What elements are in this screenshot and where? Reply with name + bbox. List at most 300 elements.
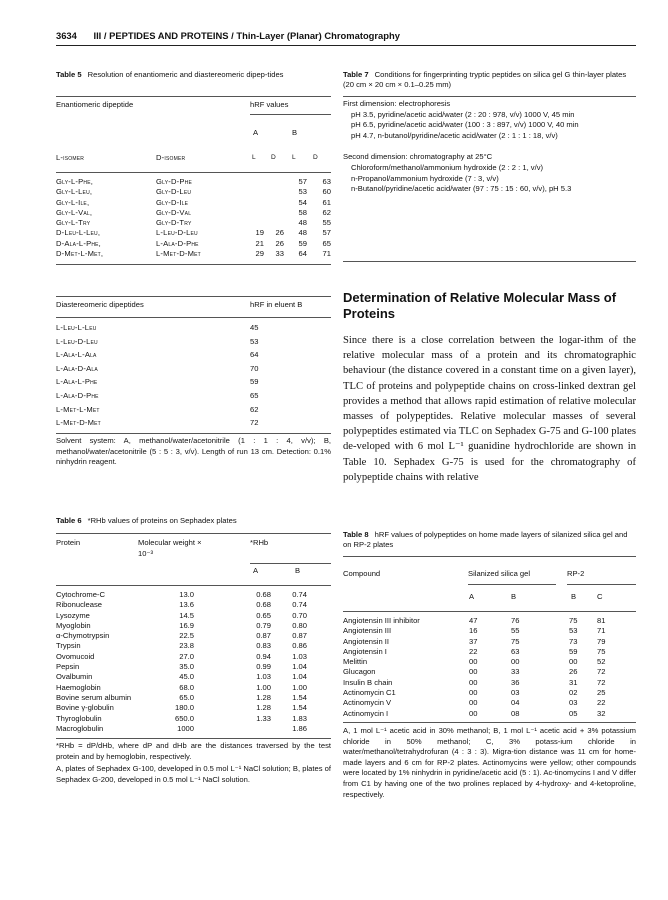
rp2-b-cell: 02: [569, 688, 578, 698]
table-row: [56, 621, 331, 631]
table7-body: [343, 99, 636, 195]
table-row: [56, 208, 331, 218]
table7-first-dimension: First dimension: electrophoresis: [343, 99, 451, 108]
hrf-b-l-cell: 53: [298, 187, 307, 197]
table6-rhb-header: *RHb: [250, 538, 269, 547]
table8-top-rule: [343, 556, 636, 557]
silanized-a-cell: 00: [469, 667, 478, 677]
hrf-b-l-cell: 48: [298, 228, 307, 238]
table5-label: Table 5: [56, 70, 82, 79]
l-isomer-cell: Gly-L-Leu,: [56, 187, 93, 197]
spacer-cell: [194, 714, 250, 724]
spacer-cell: [307, 590, 331, 600]
hrf-b-l-cell: 58: [298, 207, 307, 217]
spacer-cell: [194, 590, 250, 600]
table5-footnote: Solvent system: A, methanol/water/acetonitrile (1 : 1 : 4, v/v); B, methanol/water/acetonitrile (5 : 5 : 3, v/v). Length of run 13 cm. Detection: 0.1% ninhydrin reagent.: [56, 436, 331, 467]
spacer-cell: [307, 611, 331, 621]
table7-caption: [343, 70, 636, 90]
table6-caption: [56, 516, 331, 526]
silanized-b-cell: 03: [511, 688, 520, 698]
spacer-cell: [194, 600, 250, 610]
rp2-b-cell: 26: [569, 667, 578, 677]
rhb-b-cell: 0.74: [292, 600, 307, 610]
table6-caption-text: *RHb values of proteins on Sephadex plates: [87, 516, 237, 525]
rhb-a-cell: 1.03: [256, 672, 271, 682]
hrf-a-d-cell: 26: [275, 238, 284, 248]
table6-head-rule: [56, 585, 331, 586]
hrf-b-l-cell: 48: [298, 218, 307, 228]
table5-caption: [56, 70, 331, 80]
table7-first-lines: [343, 110, 636, 142]
table5-sub-l-a: L: [252, 154, 256, 161]
table-row: [56, 641, 331, 651]
rp2-c-cell: 71: [597, 626, 606, 636]
rp2-c-cell: 79: [597, 636, 606, 646]
rhb-b-cell: 0.74: [292, 590, 307, 599]
table6-col-b: B: [295, 566, 301, 575]
table8-silanized-rule: [468, 584, 556, 585]
silanized-a-cell: 22: [469, 646, 478, 656]
molecular-weight-cell: 22.5: [179, 631, 194, 641]
table8-compound-header: Compound: [343, 569, 381, 578]
table-row: [56, 218, 331, 228]
rp2-b-cell: 05: [569, 708, 578, 718]
table7-label: Table 7: [343, 70, 369, 79]
molecular-weight-cell: 27.0: [179, 651, 194, 661]
molecular-weight-cell: 13.0: [179, 590, 194, 599]
rhb-b-cell: 1.54: [292, 703, 307, 713]
table8-col-a: A: [469, 592, 475, 601]
compound-cell: Angiotensin II: [343, 636, 390, 646]
rhb-a-cell: 0.65: [256, 610, 271, 620]
table5-dia-top-rule: [56, 296, 331, 297]
protein-cell: Bovine serum albumin: [56, 692, 132, 702]
table6-table: [56, 590, 331, 734]
table-row: [56, 337, 331, 351]
rp2-b-cell: 03: [569, 698, 578, 708]
hrf-b-d-cell: 60: [322, 187, 331, 197]
spacer-cell: [307, 631, 331, 641]
hrf-a-d-cell: [264, 187, 284, 197]
hrf-cell: 65: [250, 390, 259, 400]
hrf-b-l-cell: 54: [298, 197, 307, 207]
hrf-a-d-cell: [264, 208, 284, 218]
protein-cell: Bovine γ-globulin: [56, 703, 114, 713]
table8-col-b: B: [511, 592, 517, 601]
rhb-a-cell: 1.28: [256, 703, 271, 713]
section-heading: Determination of Relative Molecular Mass of Proteins: [343, 290, 617, 321]
rhb-b-cell: 1.00: [292, 682, 307, 692]
dipeptide-cell: L-Ala-D-Phe: [56, 390, 99, 400]
d-isomer-cell: Gly-D-Phe: [156, 177, 193, 186]
silanized-a-cell: 00: [469, 677, 478, 687]
table7-second-dimension: Second dimension: chromatography at 25°C: [343, 152, 493, 162]
table-row: [56, 405, 331, 419]
molecular-weight-cell: 1000: [177, 723, 194, 733]
protein-cell: Ovalbumin: [56, 672, 93, 682]
molecular-weight-cell: 35.0: [179, 662, 194, 672]
rp2-b-cell: 53: [569, 626, 578, 636]
table-row: [56, 198, 331, 208]
rp2-c-cell: 52: [597, 657, 606, 667]
table6-col-a: A: [253, 566, 259, 575]
rp2-c-cell: 75: [597, 646, 606, 656]
table5-enantiomeric-table: [56, 177, 331, 259]
dipeptide-cell: L-Leu-D-Leu: [56, 336, 98, 346]
molecular-weight-cell: 180.0: [174, 703, 194, 713]
hrf-cell: 70: [250, 363, 259, 373]
molecular-weight-cell: 14.5: [179, 610, 194, 620]
spacer-cell: [307, 683, 331, 693]
dipeptide-cell: L-Ala-L-Phe: [56, 377, 98, 387]
rhb-b-cell: 1.03: [292, 651, 307, 661]
table-row: [56, 631, 331, 641]
molecular-weight-cell: 45.0: [179, 672, 194, 682]
hrf-b-d-cell: 55: [322, 218, 331, 228]
compound-cell: Actinomycin C1: [343, 688, 396, 698]
table8-col-b2: B: [571, 592, 577, 601]
table5-head-rule: [56, 172, 331, 173]
spacer-cell: [307, 724, 331, 734]
silanized-a-cell: 47: [469, 616, 478, 625]
rhb-a-cell: 1.33: [256, 713, 271, 723]
table-row: [56, 377, 331, 391]
silanized-b-cell: 36: [511, 677, 520, 687]
protein-cell: Ovomucoid: [56, 651, 95, 661]
spacer-cell: [307, 672, 331, 682]
table-row: [56, 693, 331, 703]
silanized-a-cell: 16: [469, 626, 478, 636]
table7-caption-text: Conditions for fingerprinting tryptic peptides on silica gel G thin-layer plates (20 cm × 20 cm × 0.1–0.25 mm): [343, 70, 627, 89]
table5-col-a: A: [253, 128, 259, 137]
table5-mid-rule: [56, 264, 331, 265]
rhb-a-cell: 1.28: [256, 692, 271, 702]
table5-enantiomeric-header: Enantiomeric dipeptide: [56, 100, 134, 109]
spacer-cell: [194, 683, 250, 693]
table7-spacer: [343, 141, 636, 152]
hrf-a-l-cell: [246, 198, 264, 208]
table5-sub-l-b: L: [292, 154, 296, 161]
spacer-cell: [307, 714, 331, 724]
table-row: [56, 724, 331, 734]
table-row: [56, 611, 331, 621]
l-isomer-cell: D-Leu-L-Leu,: [56, 228, 101, 238]
rhb-b-cell: 1.83: [292, 713, 307, 723]
l-isomer-cell: D-Ala-L-Phe,: [56, 238, 101, 248]
hrf-a-l-cell: [246, 218, 264, 228]
table-row: [56, 418, 331, 432]
molecular-weight-cell: 16.9: [179, 620, 194, 630]
rp2-b-cell: 75: [569, 616, 578, 625]
table-row: [56, 187, 331, 197]
molecular-weight-cell: 68.0: [179, 682, 194, 692]
condition-line: n-Butanol/pyridine/acetic acid/water (97 : 75 : 15 : 60, v/v), pH 5.3: [351, 184, 572, 194]
table6-rhb-rule: [250, 563, 331, 564]
condition-line: pH 6.5, pyridine/acetic acid/water (100 : 3 : 897, v/v) 1000 V, 40 min: [351, 120, 579, 130]
table-row: [56, 590, 331, 600]
rp2-b-cell: 59: [569, 646, 578, 656]
section-paragraph: Since there is a close correlation between the logar-ithm of the relative molecular mass of a protein and its chromatographic behaviour (the distance covered in a constant time on a given layer), TLC of proteins and polypeptide chains on cross-linked dextran gel provides a method that allows rapid estimation of relative molecular masses of polypeptides. Relative molecular masses of several polypeptides estimated via TLC on Sephadex G-75 and G-100 plates de-veloped with 6 mol L⁻¹ guanidine hydrochloride are shown in Table 10. Sephadex G-75 is used for the chromatography of polypeptide chains with relative: [343, 335, 636, 483]
protein-cell: Thyroglobulin: [56, 713, 102, 723]
hrf-a-l-cell: 19: [255, 228, 264, 238]
compound-cell: Insulin B chain: [343, 677, 393, 687]
molecular-weight-cell: 65.0: [179, 692, 194, 702]
d-isomer-cell: Gly-D-Try: [156, 218, 192, 228]
rhb-b-cell: 1.04: [292, 672, 307, 682]
table-row: [56, 249, 331, 259]
rhb-b-cell: 0.86: [292, 641, 307, 651]
rp2-b-cell: 31: [569, 677, 578, 687]
table5-hrf-rule: [250, 114, 331, 115]
protein-cell: Cytochrome-C: [56, 590, 105, 599]
table5-dia-head-rule: [56, 317, 331, 318]
table-row: [343, 657, 636, 667]
d-isomer-cell: L-Ala-D-Phe: [156, 238, 199, 248]
protein-cell: α-Chymotrypsin: [56, 631, 110, 641]
silanized-b-cell: 33: [511, 667, 520, 677]
table-row: [56, 600, 331, 610]
table-row: [56, 177, 331, 187]
header-rule: [56, 45, 636, 46]
rhb-a-cell: 0.99: [256, 662, 271, 672]
table-row: [56, 683, 331, 693]
rhb-b-cell: 1.86: [292, 723, 307, 733]
hrf-a-l-cell: [246, 187, 264, 197]
table-row: [56, 662, 331, 672]
table6-bottom-rule: [56, 738, 331, 739]
hrf-cell: 53: [250, 336, 259, 346]
hrf-b-d-cell: 63: [322, 177, 331, 186]
spacer-cell: [194, 621, 250, 631]
table6-footnote-2: A, plates of Sephadex G-100, developed in 0.5 mol L⁻¹ NaCl solution; B, plates of Sephadex G-200, developed in 0.5 mol L⁻¹ NaCl solution.: [56, 764, 331, 784]
condition-line: pH 4.7, n-butanol/pyridine/acetic acid/water (2 : 1 : 1 : 18, v/v): [351, 130, 558, 140]
table6-top-rule: [56, 533, 331, 534]
hrf-a-d-cell: [264, 218, 284, 228]
dipeptide-cell: L-Met-D-Met: [56, 418, 101, 428]
silanized-b-cell: 76: [511, 616, 520, 625]
rhb-a-cell: 0.68: [256, 590, 271, 599]
compound-cell: Angiotensin III: [343, 626, 392, 636]
hrf-a-l-cell: [246, 177, 264, 187]
table8-rp2-rule: [567, 584, 636, 585]
table-row: [56, 672, 331, 682]
silanized-b-cell: 63: [511, 646, 520, 656]
compound-cell: Actinomycin I: [343, 708, 389, 718]
table5-bottom-rule: [56, 433, 331, 434]
hrf-a-d-cell: 26: [275, 228, 284, 238]
page-number: 3634: [56, 30, 77, 41]
l-isomer-cell: D-Met-L-Met,: [56, 249, 104, 259]
table7-top-rule: [343, 96, 636, 97]
rhb-a-cell: 0.68: [256, 600, 271, 610]
hrf-cell: 59: [250, 377, 259, 387]
table5-sub-d-b: D: [313, 154, 318, 161]
table-row: [56, 703, 331, 713]
rhb-a-cell: 0.87: [256, 631, 271, 641]
table-row: [56, 364, 331, 378]
spacer-cell: [307, 621, 331, 631]
table5-hrf-header: hRF values: [250, 100, 289, 109]
silanized-b-cell: 04: [511, 698, 520, 708]
dipeptide-cell: L-Ala-D-Ala: [56, 363, 98, 373]
table8-caption-text: hRF values of polypeptides on home made layers of silanized silica gel and on RP-2 plates: [343, 530, 628, 549]
spacer-cell: [194, 703, 250, 713]
d-isomer-cell: Gly-D-Val: [156, 207, 192, 217]
spacer-cell: [194, 662, 250, 672]
table8-label: Table 8: [343, 530, 369, 539]
rhb-a-cell: 0.94: [256, 651, 271, 661]
table7-bottom-rule: [343, 261, 636, 262]
table8-silanized-header: Silanized silica gel: [468, 569, 531, 578]
compound-cell: Melittin: [343, 657, 368, 667]
protein-cell: Haemoglobin: [56, 682, 101, 692]
table-row: [56, 714, 331, 724]
hrf-a-l-cell: [246, 208, 264, 218]
hrf-cell: 72: [250, 418, 259, 428]
spacer-cell: [307, 652, 331, 662]
rp2-c-cell: 81: [597, 616, 606, 625]
l-isomer-cell: Gly-L-Val,: [56, 207, 93, 217]
spacer-cell: [307, 693, 331, 703]
silanized-b-cell: 00: [511, 657, 520, 667]
rp2-c-cell: 72: [597, 677, 606, 687]
table-row: [56, 391, 331, 405]
rhb-a-cell: 0.79: [256, 620, 271, 630]
spacer-cell: [194, 724, 250, 734]
compound-cell: Glucagon: [343, 667, 376, 677]
l-isomer-cell: Gly-L-Phe,: [56, 177, 94, 186]
table8-bottom-rule: [343, 722, 636, 723]
rhb-b-cell: 0.70: [292, 610, 307, 620]
rp2-b-cell: 73: [569, 636, 578, 646]
spacer-cell: [194, 672, 250, 682]
table8-head-rule: [343, 611, 636, 612]
hrf-a-d-cell: [264, 177, 284, 187]
l-isomer-cell: Gly-L-Try: [56, 218, 91, 228]
condition-line: Chloroform/methanol/ammonium hydroxide (2 : 2 : 1, v/v): [351, 162, 544, 172]
rhb-b-cell: 1.54: [292, 692, 307, 702]
table-row: [343, 626, 636, 636]
compound-cell: Angiotensin I: [343, 646, 387, 656]
hrf-a-d-cell: 33: [275, 249, 284, 259]
table-row: [343, 637, 636, 647]
table5-dia-header: Diastereomeric dipeptides: [56, 300, 144, 309]
table-row: [56, 323, 331, 337]
hrf-b-d-cell: 61: [322, 197, 331, 207]
compound-cell: Angiotensin III inhibitor: [343, 616, 420, 625]
rhb-b-cell: 1.04: [292, 662, 307, 672]
table5-col-b: B: [292, 128, 298, 137]
hrf-cell: 64: [250, 350, 259, 360]
hrf-b-d-cell: 71: [322, 249, 331, 259]
l-isomer-cell: Gly-L-Ile,: [56, 197, 90, 207]
table-row: [343, 667, 636, 677]
hrf-a-d-cell: [264, 198, 284, 208]
molecular-weight-cell: 23.8: [179, 641, 194, 651]
protein-cell: Pepsin: [56, 662, 80, 672]
silanized-a-cell: 37: [469, 636, 478, 646]
hrf-b-d-cell: 65: [322, 238, 331, 248]
silanized-b-cell: 75: [511, 636, 520, 646]
table-row: [343, 678, 636, 688]
dipeptide-cell: L-Ala-L-Ala: [56, 350, 97, 360]
table-row: [343, 647, 636, 657]
spacer-cell: [307, 703, 331, 713]
table8-caption: [343, 530, 636, 550]
spacer-cell: [194, 611, 250, 621]
table8-table: [343, 616, 636, 719]
dipeptide-cell: L-Met-L-Met: [56, 404, 100, 414]
rhb-b-cell: 0.80: [292, 620, 307, 630]
spacer-cell: [194, 693, 250, 703]
hrf-cell: 45: [250, 323, 259, 332]
table8-col-c: C: [597, 592, 603, 601]
compound-cell: Actinomycin V: [343, 698, 392, 708]
table-row: [343, 688, 636, 698]
table-row: [56, 652, 331, 662]
silanized-b-cell: 08: [511, 708, 520, 718]
table5-sub-d-a: D: [271, 154, 276, 161]
running-header: [56, 30, 636, 41]
table6-protein-header: Protein: [56, 538, 81, 547]
table6-footnote-1: *RHb = dP/dHb, where dP and dHb are the distances traversed by the test protein and by hemoglobin, respectively.: [56, 741, 331, 761]
silanized-a-cell: 00: [469, 657, 478, 667]
condition-line: pH 3.5, pyridine/acetic acid/water (2 : 20 : 978, v/v) 1000 V, 45 min: [351, 109, 575, 119]
protein-cell: Ribonuclease: [56, 600, 103, 610]
table6-label: Table 6: [56, 516, 82, 525]
table5-diastereomeric-table: [56, 323, 331, 432]
table6-mw-header: Molecular weight × 10⁻³: [138, 538, 202, 558]
hrf-b-l-cell: 64: [298, 249, 307, 259]
rhb-a-cell: 1.00: [256, 682, 271, 692]
table-row: [56, 228, 331, 238]
silanized-a-cell: 00: [469, 688, 478, 698]
d-isomer-cell: Gly-D-Leu: [156, 187, 192, 197]
condition-line: n-Propanol/ammonium hydroxide (7 : 3, v/v): [351, 173, 499, 183]
molecular-weight-cell: 650.0: [174, 713, 194, 723]
table-row: [343, 698, 636, 708]
table8-footnote: A, 1 mol L⁻¹ acetic acid in 30% methanol; B, 1 mol L⁻¹ acetic acid + 3% potassium chloride in 50% methanol; C, 3% potass-ium chloride in water/methanol/tetrahydrofuran (4 : 3 : 3). Migra-tion distance was 11 cm for home-made layers and 6 cm for RP-2 plates. Actinomycins were yellow; other compounds were located by 1% ninhydrin in pyridine/acetic acid (5 : 1). Ac-tinomycins I and V differ from C1 by having one of the two prolines replaced by 4-hydroxy- and 4-ketoproline, respectively.: [343, 726, 636, 799]
table-row: [343, 616, 636, 626]
protein-cell: Trypsin: [56, 641, 81, 651]
hrf-b-l-cell: 57: [298, 177, 307, 186]
table5-caption-text: Resolution of enantiomeric and diastereomeric dipep-tides: [87, 70, 284, 79]
molecular-weight-cell: 13.6: [179, 600, 194, 610]
table8-rp2-header: RP-2: [567, 569, 585, 578]
spacer-cell: [194, 652, 250, 662]
spacer-cell: [307, 641, 331, 651]
protein-cell: Myoglobin: [56, 620, 91, 630]
table7-second-lines: [343, 163, 636, 195]
running-title: III / PEPTIDES AND PROTEINS / Thin-Layer (Planar) Chromatography: [93, 30, 400, 41]
hrf-b-d-cell: 62: [322, 207, 331, 217]
hrf-a-l-cell: 21: [255, 238, 264, 248]
hrf-b-l-cell: 59: [298, 238, 307, 248]
d-isomer-cell: L-Met-D-Met: [156, 249, 201, 259]
rhb-a-cell: [250, 724, 271, 734]
rhb-a-cell: 0.83: [256, 641, 271, 651]
hrf-cell: 62: [250, 404, 259, 414]
table-row: [343, 709, 636, 719]
spacer-cell: [194, 641, 250, 651]
rp2-c-cell: 72: [597, 667, 606, 677]
rhb-b-cell: 0.87: [292, 631, 307, 641]
spacer-cell: [307, 600, 331, 610]
protein-cell: Macroglobulin: [56, 723, 104, 733]
spacer-cell: [307, 662, 331, 672]
table-row: [56, 239, 331, 249]
protein-cell: Lysozyme: [56, 610, 90, 620]
